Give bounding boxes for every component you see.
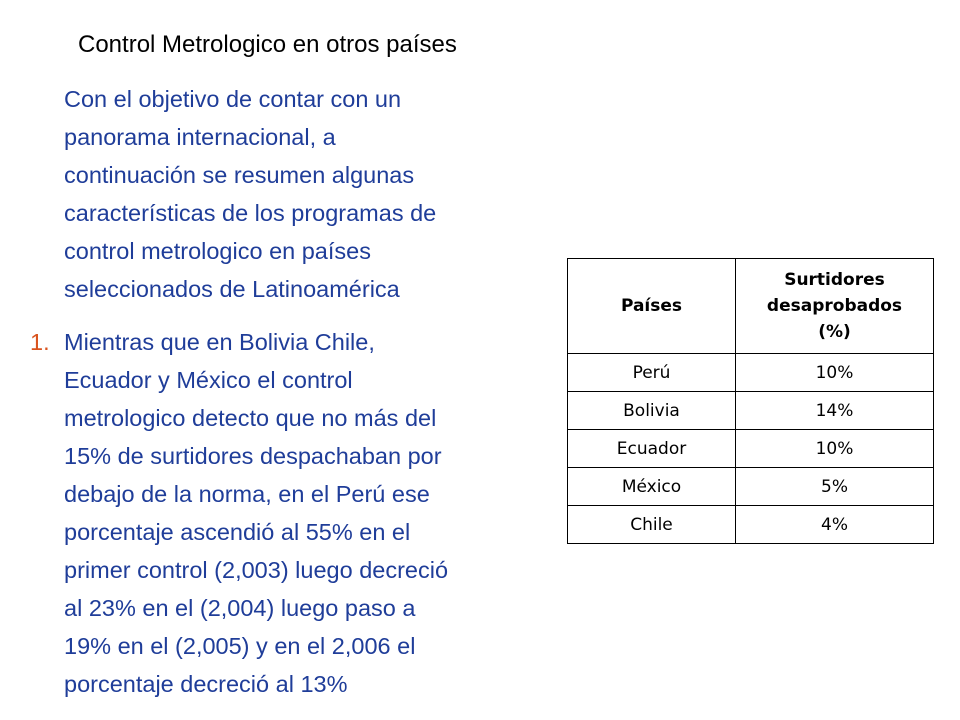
list-line: debajo de la norma, en el Perú ese (64, 481, 430, 507)
list-line: 15% de surtidores despachaban por (64, 443, 442, 469)
table-cell-country: Bolivia (568, 392, 736, 430)
column-header-paises: Países (568, 259, 736, 354)
column-header-surtidores-label: Surtidores desaprobados (%) (766, 270, 903, 342)
list-line: Ecuador y México el control (64, 367, 353, 393)
list-line: metrologico detecto que no más del (64, 405, 437, 431)
table-row (568, 506, 934, 544)
intro-line: características de los programas de (64, 200, 437, 226)
table-header-row (568, 259, 934, 354)
intro-line: Con el objetivo de contar con un (64, 86, 402, 112)
intro-line: continuación se resumen algunas (64, 162, 415, 188)
intro-line: control metrologico en países (64, 238, 371, 264)
list-line: 19% en el (2,005) y en el 2,006 el (64, 633, 416, 659)
table-cell-percent: 10% (736, 430, 934, 468)
list-item-text (64, 323, 554, 703)
list-item-number: 1. (30, 329, 50, 355)
list-line: Mientras que en Bolivia Chile, (64, 329, 375, 355)
table-cell-country: Ecuador (568, 430, 736, 468)
table-cell-country: México (568, 468, 736, 506)
table-row (568, 354, 934, 392)
table-cell-percent: 5% (736, 468, 934, 506)
intro-line: seleccionados de Latinoamérica (64, 276, 400, 302)
table-cell-country: Perú (568, 354, 736, 392)
slide-title: Control Metrologico en otros países (78, 31, 457, 58)
intro-paragraph (64, 80, 544, 308)
table-row (568, 392, 934, 430)
list-line: porcentaje decreció al 13% (64, 671, 348, 697)
list-line: porcentaje ascendió al 55% en el (64, 519, 411, 545)
list-line: primer control (2,003) luego decreció (64, 557, 449, 583)
table-cell-percent: 4% (736, 506, 934, 544)
column-header-surtidores (736, 259, 934, 354)
surtidores-table (567, 258, 934, 544)
table-row (568, 468, 934, 506)
table-row (568, 430, 934, 468)
list-line: al 23% en el (2,004) luego paso a (64, 595, 416, 621)
intro-line: panorama internacional, a (64, 124, 336, 150)
table-cell-percent: 14% (736, 392, 934, 430)
table-cell-percent: 10% (736, 354, 934, 392)
table-cell-country: Chile (568, 506, 736, 544)
